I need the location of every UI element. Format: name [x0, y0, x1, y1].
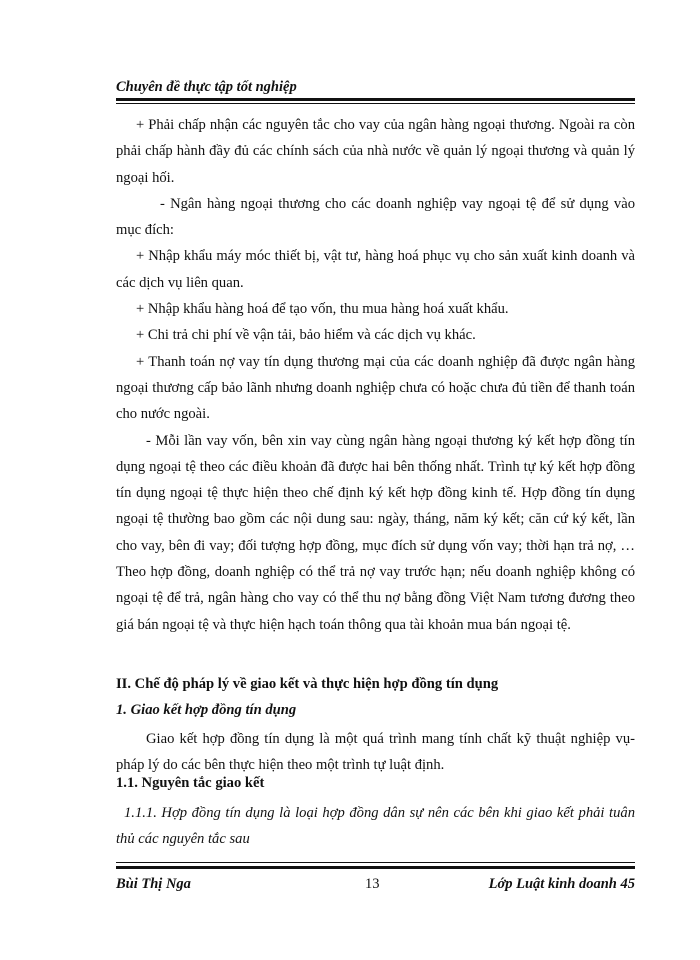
clause-paragraph: 1.1.1. Hợp đồng tín dụng là loại hợp đồng dân sự nên các bên khi giao kết phải tuân thủ các nguyên tắc sau — [116, 805, 635, 847]
footer-rule-thick — [116, 866, 635, 869]
paragraph-2: - Ngân hàng ngoại thương cho các doanh nghiệp vay ngoại tệ để sử dụng vào mục đích: — [116, 195, 635, 239]
subsubsection-heading: 1.1. Nguyên tắc giao kết — [116, 775, 265, 791]
section-heading: II. Chế độ pháp lý về giao kết và thực hiện hợp đồng tín dụng — [116, 676, 499, 692]
paragraph-6: + Thanh toán nợ vay tín dụng thương mại của các doanh nghiệp đã được ngân hàng ngoại thương cấp bảo lãnh nhưng doanh nghiệp chưa có hoặc chưa đủ tiền để thanh toán cho nước ngoài. — [116, 353, 635, 423]
body-text — [116, 112, 635, 638]
footer-class: Lớp Luật kinh doanh 45 — [488, 876, 635, 892]
footer-rule-thin — [116, 862, 635, 863]
page-number: 13 — [365, 876, 380, 892]
paragraph-4: + Nhập khẩu hàng hoá để tạo vốn, thu mua hàng hoá xuất khẩu. — [136, 301, 509, 318]
paragraph-3: + Nhập khẩu máy móc thiết bị, vật tư, hàng hoá phục vụ cho sản xuất kinh doanh và các dịch vụ liên quan. — [116, 248, 635, 291]
paragraph-5: + Chi trả chi phí về vận tải, bảo hiểm và các dịch vụ khác. — [136, 327, 476, 344]
header-rule-thick — [116, 98, 635, 101]
subsection-heading: 1. Giao kết hợp đồng tín dụng — [116, 702, 297, 718]
paragraph-1: + Phải chấp nhận các nguyên tắc cho vay của ngân hàng ngoại thương. Ngoài ra còn phải chấp hành đầy đủ các chính sách của nhà nước về quản lý ngoại thương và quản lý ngoại hối. — [116, 117, 635, 186]
paragraph-7: - Mỗi lần vay vốn, bên xin vay cùng ngân hàng ngoại thương ký kết hợp đồng tín dụng ngoại tệ theo các điều khoản đã được hai bên thống nhất. Trình tự ký kết hợp đồng tín dụng ngoại tệ thực hiện theo chế định ký kết hợp đồng kinh tế. Hợp đồng tín dụng ngoại tệ thường bao gồm các nội dung sau: ngày, tháng, năm ký kết; căn cứ ký kết, lần cho vay, bên đi vay; đối tượng hợp đồng, mục đích sử dụng vốn vay; thời hạn trả nợ, …Theo hợp đồng, doanh nghiệp có thể trả nợ vay trước hạn; nếu doanh nghiệp không có ngoại tệ để trả, ngân hàng cho vay có thể thu nợ bằng đồng Việt Nam tương đương theo giá bán ngoại tệ và thực hiện hạch toán thông qua tài khoản mua bán ngoại tệ. — [116, 432, 635, 633]
footer-author: Bùi Thị Nga — [116, 876, 191, 892]
subsection-paragraph: Giao kết hợp đồng tín dụng là một quá trình mang tính chất kỹ thuật nghiệp vụ- pháp lý do các bên thực hiện theo một trình tự luật định. — [116, 731, 635, 773]
header-title: Chuyên đề thực tập tốt nghiệp — [116, 79, 297, 95]
header-rule-thin — [116, 103, 635, 104]
